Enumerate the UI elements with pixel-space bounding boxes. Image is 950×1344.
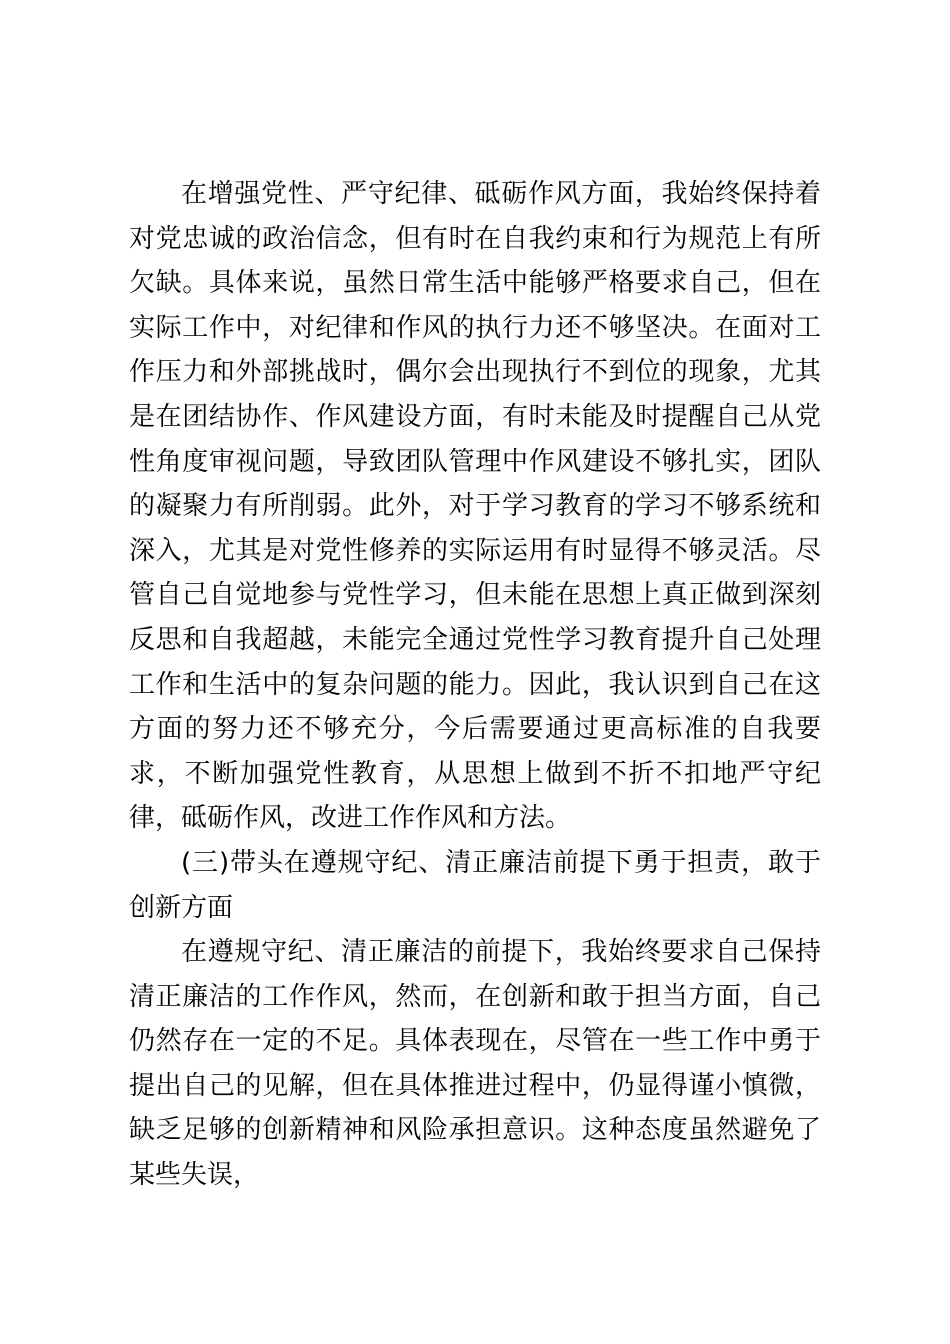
document-body xyxy=(129,172,821,1198)
section-heading: (三)带头在遵规守纪、清正廉洁前提下勇于担责，敢于创新方面 xyxy=(129,847,821,923)
body-paragraph: 在遵规守纪、清正廉洁的前提下，我始终要求自己保持清正廉洁的工作作风，然而，在创新和敢于担当方面，自己仍然存在一定的不足。具体表现在，尽管在一些工作中勇于提出自己的见解，但在具体推进过程中，仍显得谨小慎微，缺乏足够的创新精神和风险承担意识。这种态度虽然避免了某些失误， xyxy=(129,937,821,1191)
body-paragraph: 在增强党性、严守纪律、砥砺作风方面，我始终保持着对党忠诚的政治信念，但有时在自我约束和行为规范上有所欠缺。具体来说，虽然日常生活中能够严格要求自己，但在实际工作中，对纪律和作风的执行力还不够坚决。在面对工作压力和外部挑战时，偶尔会出现执行不到位的现象，尤其是在团结协作、作风建设方面，有时未能及时提醒自己从党性角度审视问题，导致团队管理中作风建设不够扎实，团队的凝聚力有所削弱。此外，对于学习教育的学习不够系统和深入，尤其是对党性修养的实际运用有时显得不够灵活。尽管自己自觉地参与党性学习，但未能在思想上真正做到深刻反思和自我超越，未能完全通过党性学习教育提升自己处理工作和生活中的复杂问题的能力。因此，我认识到自己在这方面的努力还不够充分，今后需要通过更高标准的自我要求，不断加强党性教育，从思想上做到不折不扣地严守纪律，砥砺作风，改进工作作风和方法。 xyxy=(129,179,821,834)
